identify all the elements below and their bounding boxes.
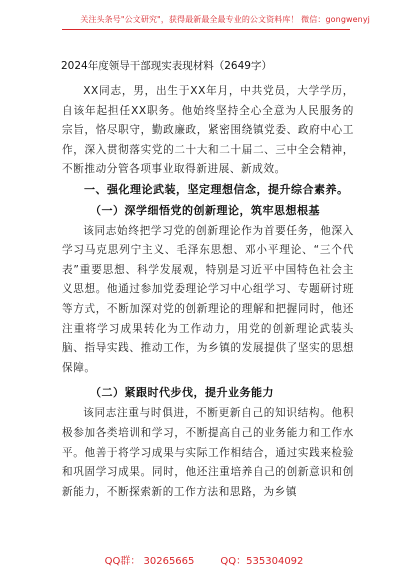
intro-paragraph: XX同志，男，出生于XX年月，中共党员，大学学历，自该年起担任XX职务。他始终坚持全心全意为人民服务的宗旨，恪尽职守，勤政廉政，紧密围绕镇党委、政府中心工作，深入贯彻落实党的二十大和二十届二、三中全会精神，不断推动分管各项事业取得新进展、新成效。 bbox=[62, 85, 354, 176]
subsection-2-heading: （二）紧跟时代步伐，提升业务能力 bbox=[90, 386, 274, 400]
subsection-2-paragraph: 该同志注重与时俱进，不断更新自己的知识结构。他积极参加各类培训和学习，不断提高自己的业务能力和工作水平。他善于将学习成果与实际工作相结合，通过实践来检验和巩固学习成果。同时，他还注重培养自己的创新意识和创新能力，不断探索新的工作方法和思路，为乡镇 bbox=[62, 407, 354, 498]
document-body bbox=[62, 82, 354, 502]
section-1-heading: 一、强化理论武装，坚定理想信念，提升综合素养。 bbox=[84, 182, 349, 196]
header-banner: 关注头条号"公文研究"，获得最新最全最专业的公文资料库！ 微信：gongwenyj bbox=[80, 15, 370, 24]
header-divider bbox=[62, 29, 350, 30]
document-title: 2024年度领导干部现实表现材料（2649字） bbox=[61, 60, 272, 72]
subsection-1-heading: （一）深学细悟党的创新理论，筑牢思想根基 bbox=[90, 203, 320, 217]
subsection-1-paragraph: 该同志始终把学习党的创新理论作为首要任务，他深入学习马克思列宁主义、毛泽东思想、邓小平理论、“三个代表”重要思想、科学发展观，特别是习近平中国特色社会主义思想。他通过参加党委理论学习中心组学习、专题研讨班等方式，不断加深对党的创新理论的理解和把握同时，他还注重将学习成果转化为工作动力，用党的创新理论武装头脑、指导实践、推动工作，为乡镇的发展提供了坚实的思想保障。 bbox=[62, 224, 354, 374]
page-header bbox=[0, 0, 408, 50]
footer-qq: QQ：535304092 bbox=[220, 556, 304, 567]
footer-qq-group: QQ群： 30265665 bbox=[104, 556, 195, 567]
page-footer bbox=[0, 552, 408, 567]
